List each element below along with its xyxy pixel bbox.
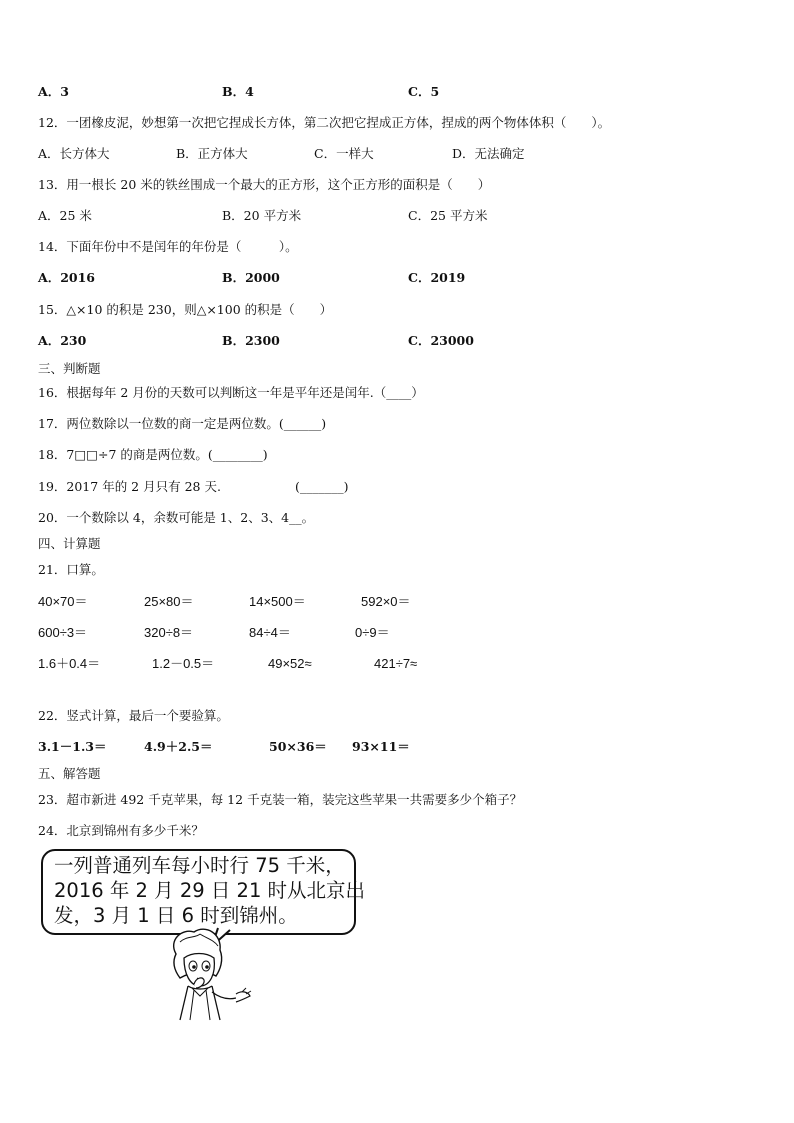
- q20: 20．一个数除以 4，余数可能是 1、2、3、4__。: [38, 510, 315, 525]
- q13-option-b: B．20 平方米: [222, 208, 302, 223]
- q17: 17．两位数除以一位数的商一定是两位数。(______): [38, 416, 327, 431]
- vertical-calc-item: 50×36＝: [269, 739, 327, 754]
- oral-calc-item: 14×500＝: [249, 594, 306, 609]
- q10-option-b: B．4: [222, 84, 254, 99]
- q13-option-a: A．25 米: [38, 208, 92, 223]
- oral-calc-item: 84÷4＝: [249, 625, 291, 640]
- oral-calc-item: 1.6＋0.4＝: [38, 656, 101, 671]
- oral-calc-item: 320÷8＝: [144, 625, 194, 640]
- girl-illustration: [150, 920, 260, 1025]
- q14-stem: 14．下面年份中不是闰年的年份是（ ）。: [38, 239, 298, 254]
- q14-option-a: A．2016: [38, 270, 95, 285]
- bubble-line: 2016 年 2 月 29 日 21 时从北京出: [54, 879, 366, 902]
- oral-calc-item: 40×70＝: [38, 594, 88, 609]
- vertical-calc-item: 4.9＋2.5＝: [144, 739, 213, 754]
- oral-calc-item: 1.2－0.5＝: [152, 656, 215, 671]
- bubble-line: 一列普通列车每小时行 75 千米，: [54, 854, 345, 877]
- speech-bubble-text: [54, 853, 366, 928]
- section-word-problems-heading: 五、解答题: [38, 766, 101, 781]
- q10-option-c: C．5: [408, 84, 440, 99]
- q21: 21．口算。: [38, 562, 104, 577]
- q15-option-b: B．2300: [222, 333, 280, 348]
- oral-calc-item: 600÷3＝: [38, 625, 88, 640]
- vertical-calc-item: 93×11＝: [352, 739, 410, 754]
- q13-stem: 13．用一根长 20 米的铁丝围成一个最大的正方形，这个正方形的面积是（ ）: [38, 177, 491, 192]
- q14-option-b: B．2000: [222, 270, 280, 285]
- q12-option-b: B．正方体大: [176, 146, 248, 161]
- section-judgement-heading: 三、判断题: [38, 361, 101, 376]
- q12-stem: 12．一团橡皮泥，妙想第一次把它捏成长方体，第二次把它捏成正方体，捏成的两个物体体积（ ）。: [38, 115, 611, 130]
- oral-calc-item: 592×0＝: [361, 594, 411, 609]
- q14-option-c: C．2019: [408, 270, 466, 285]
- q12-option-a: A．长方体大: [38, 146, 110, 161]
- q12-option-c: C．一样大: [314, 146, 374, 161]
- bubble-line: 发，3 月 1 日 6 时到锦州。: [54, 904, 298, 927]
- q15-option-c: C．23000: [408, 333, 474, 348]
- vertical-calc-item: 3.1－1.3＝: [38, 739, 107, 754]
- q23: 23．超市新进 492 千克苹果，每 12 千克装一箱，装完这些苹果一共需要多少个箱子？: [38, 792, 523, 807]
- q13-option-c: C．25 平方米: [408, 208, 488, 223]
- q19: 19．2017 年的 2 月只有 28 天.: [38, 479, 221, 494]
- section-calculation-heading: 四、计算题: [38, 536, 101, 551]
- q12-option-d: D．无法确定: [452, 146, 525, 161]
- q18: 18．7□□÷7 的商是两位数。(________): [38, 447, 268, 462]
- oral-calc-item: 421÷7≈: [374, 656, 418, 671]
- q10-option-a: A．3: [38, 84, 69, 99]
- q15-stem: 15．△×10 的积是 230，则△×100 的积是（ ）: [38, 302, 333, 317]
- q22: 22．竖式计算，最后一个要验算。: [38, 708, 229, 723]
- q19-answer-blank: (_______): [295, 479, 349, 494]
- q16: 16．根据每年 2 月份的天数可以判断这一年是平年还是闰年.（____）: [38, 385, 424, 400]
- q15-option-a: A．230: [38, 333, 87, 348]
- q24: 24．北京到锦州有多少千米？: [38, 823, 204, 838]
- oral-calc-item: 25×80＝: [144, 594, 194, 609]
- oral-calc-item: 0÷9＝: [355, 625, 390, 640]
- oral-calc-item: 49×52≈: [268, 656, 312, 671]
